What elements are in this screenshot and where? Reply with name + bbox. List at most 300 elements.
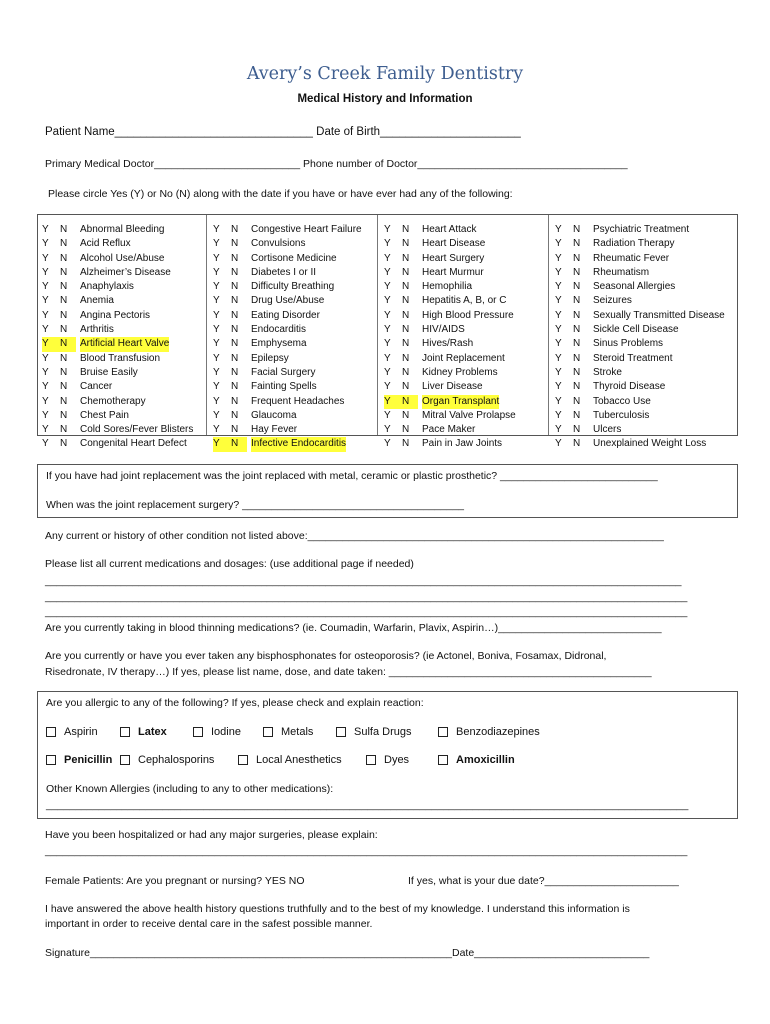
no-option[interactable]: N <box>573 266 581 278</box>
yes-option[interactable]: Y <box>213 324 220 336</box>
allergy-option[interactable] <box>120 754 214 766</box>
yes-no-options[interactable] <box>384 223 418 237</box>
yes-option[interactable]: Y <box>384 352 391 364</box>
no-option[interactable]: N <box>231 281 239 293</box>
yes-option[interactable]: Y <box>213 252 220 264</box>
yes-no-options[interactable] <box>384 237 418 251</box>
no-option[interactable]: N <box>402 224 410 235</box>
condition-row[interactable] <box>38 380 208 394</box>
condition-row[interactable] <box>380 280 550 294</box>
condition-row[interactable] <box>38 237 208 251</box>
yes-no-options[interactable] <box>42 237 76 251</box>
yes-option[interactable]: Y <box>555 409 562 421</box>
yes-no-options[interactable] <box>42 352 76 366</box>
condition-row[interactable] <box>380 323 550 337</box>
yes-no-options[interactable] <box>555 280 589 294</box>
yes-no-options[interactable] <box>42 366 76 380</box>
checkbox[interactable] <box>438 727 448 737</box>
no-option[interactable]: N <box>573 409 581 421</box>
yes-option[interactable]: Y <box>213 224 220 235</box>
yes-option[interactable]: Y <box>555 424 562 436</box>
condition-row[interactable] <box>209 409 379 423</box>
yes-option[interactable]: Y <box>555 309 562 321</box>
yes-option[interactable]: Y <box>42 252 49 264</box>
yes-option[interactable]: Y <box>213 266 220 278</box>
no-option[interactable]: N <box>402 281 410 293</box>
yes-no-options[interactable] <box>384 409 418 423</box>
yes-option[interactable]: Y <box>42 424 49 436</box>
condition-row[interactable] <box>209 223 379 237</box>
yes-no-options[interactable] <box>384 366 418 380</box>
yes-no-options[interactable] <box>213 409 247 423</box>
condition-row[interactable] <box>551 437 721 451</box>
condition-row[interactable] <box>38 294 208 308</box>
yes-no-options[interactable] <box>384 323 418 337</box>
condition-row[interactable] <box>380 223 550 237</box>
yes-no-options[interactable] <box>384 352 418 366</box>
no-option[interactable]: N <box>231 381 239 393</box>
condition-row[interactable] <box>209 323 379 337</box>
yes-no-options[interactable] <box>42 309 76 323</box>
yes-option[interactable]: Y <box>555 366 562 378</box>
yes-option[interactable]: Y <box>42 238 49 250</box>
no-option[interactable]: N <box>60 352 68 364</box>
checkbox[interactable] <box>46 755 56 765</box>
yes-option[interactable]: Y <box>213 309 220 321</box>
no-option[interactable]: N <box>402 266 410 278</box>
yes-no-options[interactable] <box>555 237 589 251</box>
no-option[interactable]: N <box>402 424 410 436</box>
condition-row[interactable] <box>380 352 550 366</box>
allergy-option[interactable] <box>120 726 167 738</box>
condition-row[interactable] <box>209 395 379 409</box>
yes-option[interactable]: Y <box>555 295 562 307</box>
yes-no-options[interactable] <box>555 266 589 280</box>
yes-option[interactable]: Y <box>555 352 562 364</box>
no-option[interactable]: N <box>60 409 68 421</box>
yes-option[interactable]: Y <box>213 338 220 350</box>
yes-no-options[interactable] <box>42 395 76 409</box>
no-option[interactable]: N <box>573 324 581 336</box>
yes-option[interactable]: Y <box>42 295 49 307</box>
no-option[interactable]: N <box>60 224 68 235</box>
yes-no-options[interactable] <box>213 223 247 237</box>
condition-row[interactable] <box>209 366 379 380</box>
condition-row[interactable] <box>380 423 550 437</box>
yes-no-options[interactable] <box>555 366 589 380</box>
yes-no-options[interactable] <box>213 237 247 251</box>
yes-no-options[interactable] <box>384 252 418 266</box>
yes-no-options[interactable] <box>555 395 589 409</box>
pregnant-question[interactable]: Female Patients: Are you pregnant or nursing? YES NO <box>45 875 305 887</box>
no-option[interactable]: N <box>573 309 581 321</box>
no-option[interactable]: N <box>573 395 581 407</box>
condition-row[interactable] <box>209 237 379 251</box>
yes-no-options[interactable] <box>555 323 589 337</box>
yes-option[interactable]: Y <box>384 295 391 307</box>
yes-no-options[interactable] <box>213 352 247 366</box>
yes-no-options[interactable] <box>555 437 589 451</box>
no-option[interactable]: N <box>402 409 410 421</box>
condition-label: Acid Reflux <box>80 238 131 250</box>
allergy-option[interactable] <box>438 754 515 766</box>
yes-no-options[interactable] <box>213 437 247 451</box>
condition-row[interactable] <box>551 237 721 251</box>
condition-row[interactable] <box>380 380 550 394</box>
yes-option[interactable]: Y <box>555 395 562 407</box>
no-option[interactable]: N <box>402 309 410 321</box>
no-option[interactable]: N <box>573 381 581 393</box>
other-allergies-line[interactable]: ______________________________________________________________________________________________________________ <box>46 799 689 811</box>
condition-row[interactable] <box>38 323 208 337</box>
no-option[interactable]: N <box>231 266 239 278</box>
yes-option[interactable]: Y <box>384 266 391 278</box>
checkbox[interactable] <box>438 755 448 765</box>
yes-no-options[interactable] <box>213 280 247 294</box>
no-option[interactable]: N <box>402 238 410 250</box>
yes-option[interactable]: Y <box>384 395 391 407</box>
no-option[interactable]: N <box>573 224 581 235</box>
yes-option[interactable]: Y <box>555 238 562 250</box>
yes-no-options[interactable] <box>555 294 589 308</box>
condition-row[interactable] <box>551 380 721 394</box>
no-option[interactable]: N <box>60 438 68 450</box>
condition-row[interactable] <box>38 437 208 451</box>
yes-no-options[interactable] <box>555 380 589 394</box>
condition-row[interactable] <box>551 323 721 337</box>
yes-option[interactable]: Y <box>384 424 391 436</box>
yes-option[interactable]: Y <box>213 295 220 307</box>
yes-no-options[interactable] <box>42 294 76 308</box>
yes-no-options[interactable] <box>213 380 247 394</box>
yes-option[interactable]: Y <box>42 266 49 278</box>
yes-option[interactable]: Y <box>555 266 562 278</box>
yes-option[interactable]: Y <box>213 438 220 450</box>
condition-row[interactable] <box>551 352 721 366</box>
checkbox[interactable] <box>46 727 56 737</box>
joint-material-question[interactable]: If you have had joint replacement was the joint replaced with metal, ceramic or plastic prosthetic? ___________________________ <box>46 470 658 482</box>
yes-option[interactable]: Y <box>384 381 391 393</box>
condition-row[interactable] <box>551 409 721 423</box>
yes-option[interactable]: Y <box>384 409 391 421</box>
yes-no-options[interactable] <box>213 423 247 437</box>
due-date-line[interactable]: If yes, what is your due date?_______________________ <box>408 875 679 887</box>
yes-option[interactable]: Y <box>555 324 562 336</box>
no-option[interactable]: N <box>231 295 239 307</box>
condition-row[interactable] <box>551 309 725 323</box>
condition-row[interactable] <box>551 337 721 351</box>
yes-option[interactable]: Y <box>384 366 391 378</box>
allergy-label: Metals <box>281 726 314 738</box>
condition-label: Hives/Rash <box>422 338 474 350</box>
allergy-option[interactable] <box>46 726 98 738</box>
condition-row[interactable] <box>209 337 379 351</box>
yes-option[interactable]: Y <box>384 281 391 293</box>
condition-row[interactable] <box>38 337 208 351</box>
allergy-option[interactable] <box>238 754 342 766</box>
no-option[interactable]: N <box>402 366 410 378</box>
condition-row[interactable] <box>38 309 208 323</box>
condition-row[interactable] <box>551 266 721 280</box>
yes-option[interactable]: Y <box>213 381 220 393</box>
condition-row[interactable] <box>551 395 721 409</box>
condition-label: Heart Attack <box>422 224 477 235</box>
no-option[interactable]: N <box>231 224 239 235</box>
no-option[interactable]: N <box>60 324 68 336</box>
no-option[interactable]: N <box>573 352 581 364</box>
checkbox[interactable] <box>120 755 130 765</box>
doctor-phone-line[interactable]: Primary Medical Doctor_________________________ Phone number of Doctor____________________________________ <box>45 158 628 170</box>
no-option[interactable]: N <box>573 424 581 436</box>
no-option[interactable]: N <box>573 338 581 350</box>
condition-row[interactable] <box>38 409 208 423</box>
condition-row[interactable] <box>380 294 550 308</box>
yes-option[interactable]: Y <box>213 352 220 364</box>
condition-row[interactable] <box>551 252 721 266</box>
yes-option[interactable]: Y <box>42 324 49 336</box>
yes-no-options[interactable] <box>555 309 589 323</box>
yes-option[interactable]: Y <box>384 438 391 450</box>
no-option[interactable]: N <box>231 438 239 450</box>
allergy-option[interactable] <box>193 726 241 738</box>
checkbox[interactable] <box>238 755 248 765</box>
condition-row[interactable] <box>551 280 721 294</box>
yes-option[interactable]: Y <box>213 395 220 407</box>
allergy-option[interactable] <box>366 754 409 766</box>
yes-no-options[interactable] <box>555 409 589 423</box>
allergy-option[interactable] <box>438 726 540 738</box>
signature-date-line[interactable]: Signature______________________________________________________________Date______________________________ <box>45 947 650 959</box>
yes-no-options[interactable] <box>384 380 418 394</box>
no-option[interactable]: N <box>60 381 68 393</box>
yes-option[interactable]: Y <box>555 381 562 393</box>
condition-row[interactable] <box>380 309 550 323</box>
yes-option[interactable]: Y <box>213 366 220 378</box>
condition-row[interactable] <box>38 252 208 266</box>
condition-row[interactable] <box>380 395 550 409</box>
yes-option[interactable]: Y <box>384 324 391 336</box>
yes-no-options[interactable] <box>384 309 418 323</box>
condition-row[interactable] <box>380 252 550 266</box>
yes-no-options[interactable] <box>384 395 418 409</box>
condition-row[interactable] <box>38 223 208 237</box>
yes-option[interactable]: Y <box>42 366 49 378</box>
yes-no-options[interactable] <box>213 309 247 323</box>
allergy-option[interactable] <box>46 754 112 766</box>
yes-no-options[interactable] <box>213 294 247 308</box>
condition-row[interactable] <box>209 437 379 451</box>
yes-no-options[interactable] <box>384 266 418 280</box>
yes-option[interactable]: Y <box>213 409 220 421</box>
bisphosphonates-line[interactable]: Risedronate, IV therapy…) If yes, please list name, dose, and date taken: _____________________________________________ <box>45 666 652 678</box>
yes-no-options[interactable] <box>42 323 76 337</box>
condition-row[interactable] <box>380 266 550 280</box>
no-option[interactable]: N <box>573 238 581 250</box>
yes-no-options[interactable] <box>42 223 76 237</box>
yes-option[interactable]: Y <box>42 438 49 450</box>
no-option[interactable]: N <box>60 338 68 350</box>
yes-no-options[interactable] <box>42 409 76 423</box>
checkbox[interactable] <box>336 727 346 737</box>
condition-row[interactable] <box>209 294 379 308</box>
yes-no-options[interactable] <box>42 280 76 294</box>
yes-no-options[interactable] <box>555 337 589 351</box>
condition-label: Anemia <box>80 295 114 307</box>
no-option[interactable]: N <box>402 338 410 350</box>
condition-row[interactable] <box>551 366 721 380</box>
condition-row[interactable] <box>38 352 208 366</box>
no-option[interactable]: N <box>573 295 581 307</box>
no-option[interactable]: N <box>573 438 581 450</box>
yes-option[interactable]: Y <box>42 281 49 293</box>
condition-row[interactable] <box>380 437 550 451</box>
condition-row[interactable] <box>551 294 721 308</box>
condition-row[interactable] <box>209 252 379 266</box>
no-option[interactable]: N <box>60 252 68 264</box>
yes-option[interactable]: Y <box>213 424 220 436</box>
yes-no-options[interactable] <box>42 423 76 437</box>
yes-option[interactable]: Y <box>384 224 391 235</box>
yes-option[interactable]: Y <box>42 381 49 393</box>
condition-row[interactable] <box>551 423 721 437</box>
yes-no-options[interactable] <box>213 266 247 280</box>
no-option[interactable]: N <box>402 252 410 264</box>
condition-label: Endocarditis <box>251 324 307 336</box>
no-option[interactable]: N <box>231 324 239 336</box>
no-option[interactable]: N <box>573 281 581 293</box>
yes-option[interactable]: Y <box>384 238 391 250</box>
yes-option[interactable]: Y <box>555 438 562 450</box>
condition-row[interactable] <box>380 366 550 380</box>
medications-line[interactable]: ______________________________________________________________________________________________________________ <box>45 591 688 603</box>
no-option[interactable]: N <box>60 238 68 250</box>
checkbox[interactable] <box>120 727 130 737</box>
yes-no-options[interactable] <box>384 437 418 451</box>
no-option[interactable]: N <box>60 266 68 278</box>
no-option[interactable]: N <box>231 309 239 321</box>
yes-no-options[interactable] <box>213 323 247 337</box>
yes-no-options[interactable] <box>384 280 418 294</box>
medications-line[interactable]: _____________________________________________________________________________________________________________ <box>45 575 682 587</box>
yes-no-options[interactable] <box>213 395 247 409</box>
yes-option[interactable]: Y <box>42 338 49 350</box>
no-option[interactable]: N <box>573 366 581 378</box>
no-option[interactable]: N <box>231 366 239 378</box>
no-option[interactable]: N <box>231 338 239 350</box>
yes-no-options[interactable] <box>42 380 76 394</box>
hospitalized-line[interactable]: ______________________________________________________________________________________________________________ <box>45 845 688 857</box>
condition-row[interactable] <box>38 280 208 294</box>
allergy-option[interactable] <box>336 726 411 738</box>
yes-no-options[interactable] <box>555 423 589 437</box>
yes-option[interactable]: Y <box>213 281 220 293</box>
no-option[interactable]: N <box>231 409 239 421</box>
no-option[interactable]: N <box>402 381 410 393</box>
yes-option[interactable]: Y <box>384 309 391 321</box>
yes-no-options[interactable] <box>42 252 76 266</box>
checkbox[interactable] <box>193 727 203 737</box>
no-option[interactable]: N <box>60 295 68 307</box>
condition-label: Sinus Problems <box>593 338 664 350</box>
no-option[interactable]: N <box>231 424 239 436</box>
condition-row[interactable] <box>551 223 721 237</box>
condition-row[interactable] <box>38 266 208 280</box>
yes-option[interactable]: Y <box>42 409 49 421</box>
yes-no-options[interactable] <box>213 337 247 351</box>
condition-row[interactable] <box>380 409 550 423</box>
no-option[interactable]: N <box>60 395 68 407</box>
yes-option[interactable]: Y <box>42 224 49 235</box>
yes-no-options[interactable] <box>555 352 589 366</box>
condition-row[interactable] <box>209 266 379 280</box>
yes-no-options[interactable] <box>42 337 76 351</box>
condition-row[interactable] <box>380 337 550 351</box>
condition-row[interactable] <box>209 352 379 366</box>
joint-date-question[interactable]: When was the joint replacement surgery? ______________________________________ <box>46 499 465 511</box>
no-option[interactable]: N <box>402 438 410 450</box>
yes-option[interactable]: Y <box>42 395 49 407</box>
blood-thinning-question[interactable]: Are you currently taking in blood thinning medications? (ie. Coumadin, Warfarin, Plavix, Aspirin…)____________________________ <box>45 622 662 634</box>
no-option[interactable]: N <box>231 238 239 250</box>
yes-option[interactable]: Y <box>555 338 562 350</box>
yes-no-options[interactable] <box>42 266 76 280</box>
condition-row[interactable] <box>209 309 379 323</box>
no-option[interactable]: N <box>573 252 581 264</box>
yes-option[interactable]: Y <box>384 252 391 264</box>
no-option[interactable]: N <box>60 424 68 436</box>
checkbox[interactable] <box>263 727 273 737</box>
no-option[interactable]: N <box>402 324 410 336</box>
yes-option[interactable]: Y <box>555 281 562 293</box>
yes-no-options[interactable] <box>555 223 589 237</box>
other-condition-question[interactable]: Any current or history of other condition not listed above:_____________________________________________________________ <box>45 530 664 542</box>
yes-option[interactable]: Y <box>384 338 391 350</box>
yes-no-options[interactable] <box>384 423 418 437</box>
yes-option[interactable]: Y <box>42 309 49 321</box>
yes-no-options[interactable] <box>555 252 589 266</box>
condition-row[interactable] <box>209 423 379 437</box>
yes-no-options[interactable] <box>384 294 418 308</box>
no-option[interactable]: N <box>402 352 410 364</box>
medications-line[interactable]: ______________________________________________________________________________________________________________ <box>45 606 688 618</box>
no-option[interactable]: N <box>231 252 239 264</box>
no-option[interactable]: N <box>402 395 410 407</box>
no-option[interactable]: N <box>402 295 410 307</box>
yes-option[interactable]: Y <box>213 238 220 250</box>
allergy-option[interactable] <box>263 726 313 738</box>
condition-row[interactable] <box>209 280 379 294</box>
yes-option[interactable]: Y <box>555 252 562 264</box>
yes-no-options[interactable] <box>213 252 247 266</box>
yes-option[interactable]: Y <box>555 224 562 235</box>
no-option[interactable]: N <box>231 395 239 407</box>
condition-row[interactable] <box>38 366 208 380</box>
condition-row[interactable] <box>38 423 208 437</box>
yes-no-options[interactable] <box>384 337 418 351</box>
condition-row[interactable] <box>380 237 550 251</box>
condition-row[interactable] <box>38 395 208 409</box>
yes-no-options[interactable] <box>213 366 247 380</box>
patient-name-dob-line[interactable]: Patient Name_______________________________ Date of Birth______________________ <box>45 126 521 138</box>
no-option[interactable]: N <box>231 352 239 364</box>
checkbox[interactable] <box>366 755 376 765</box>
no-option[interactable]: N <box>60 366 68 378</box>
yes-option[interactable]: Y <box>42 352 49 364</box>
no-option[interactable]: N <box>60 309 68 321</box>
yes-no-options[interactable] <box>42 437 76 451</box>
no-option[interactable]: N <box>60 281 68 293</box>
condition-row[interactable] <box>209 380 379 394</box>
